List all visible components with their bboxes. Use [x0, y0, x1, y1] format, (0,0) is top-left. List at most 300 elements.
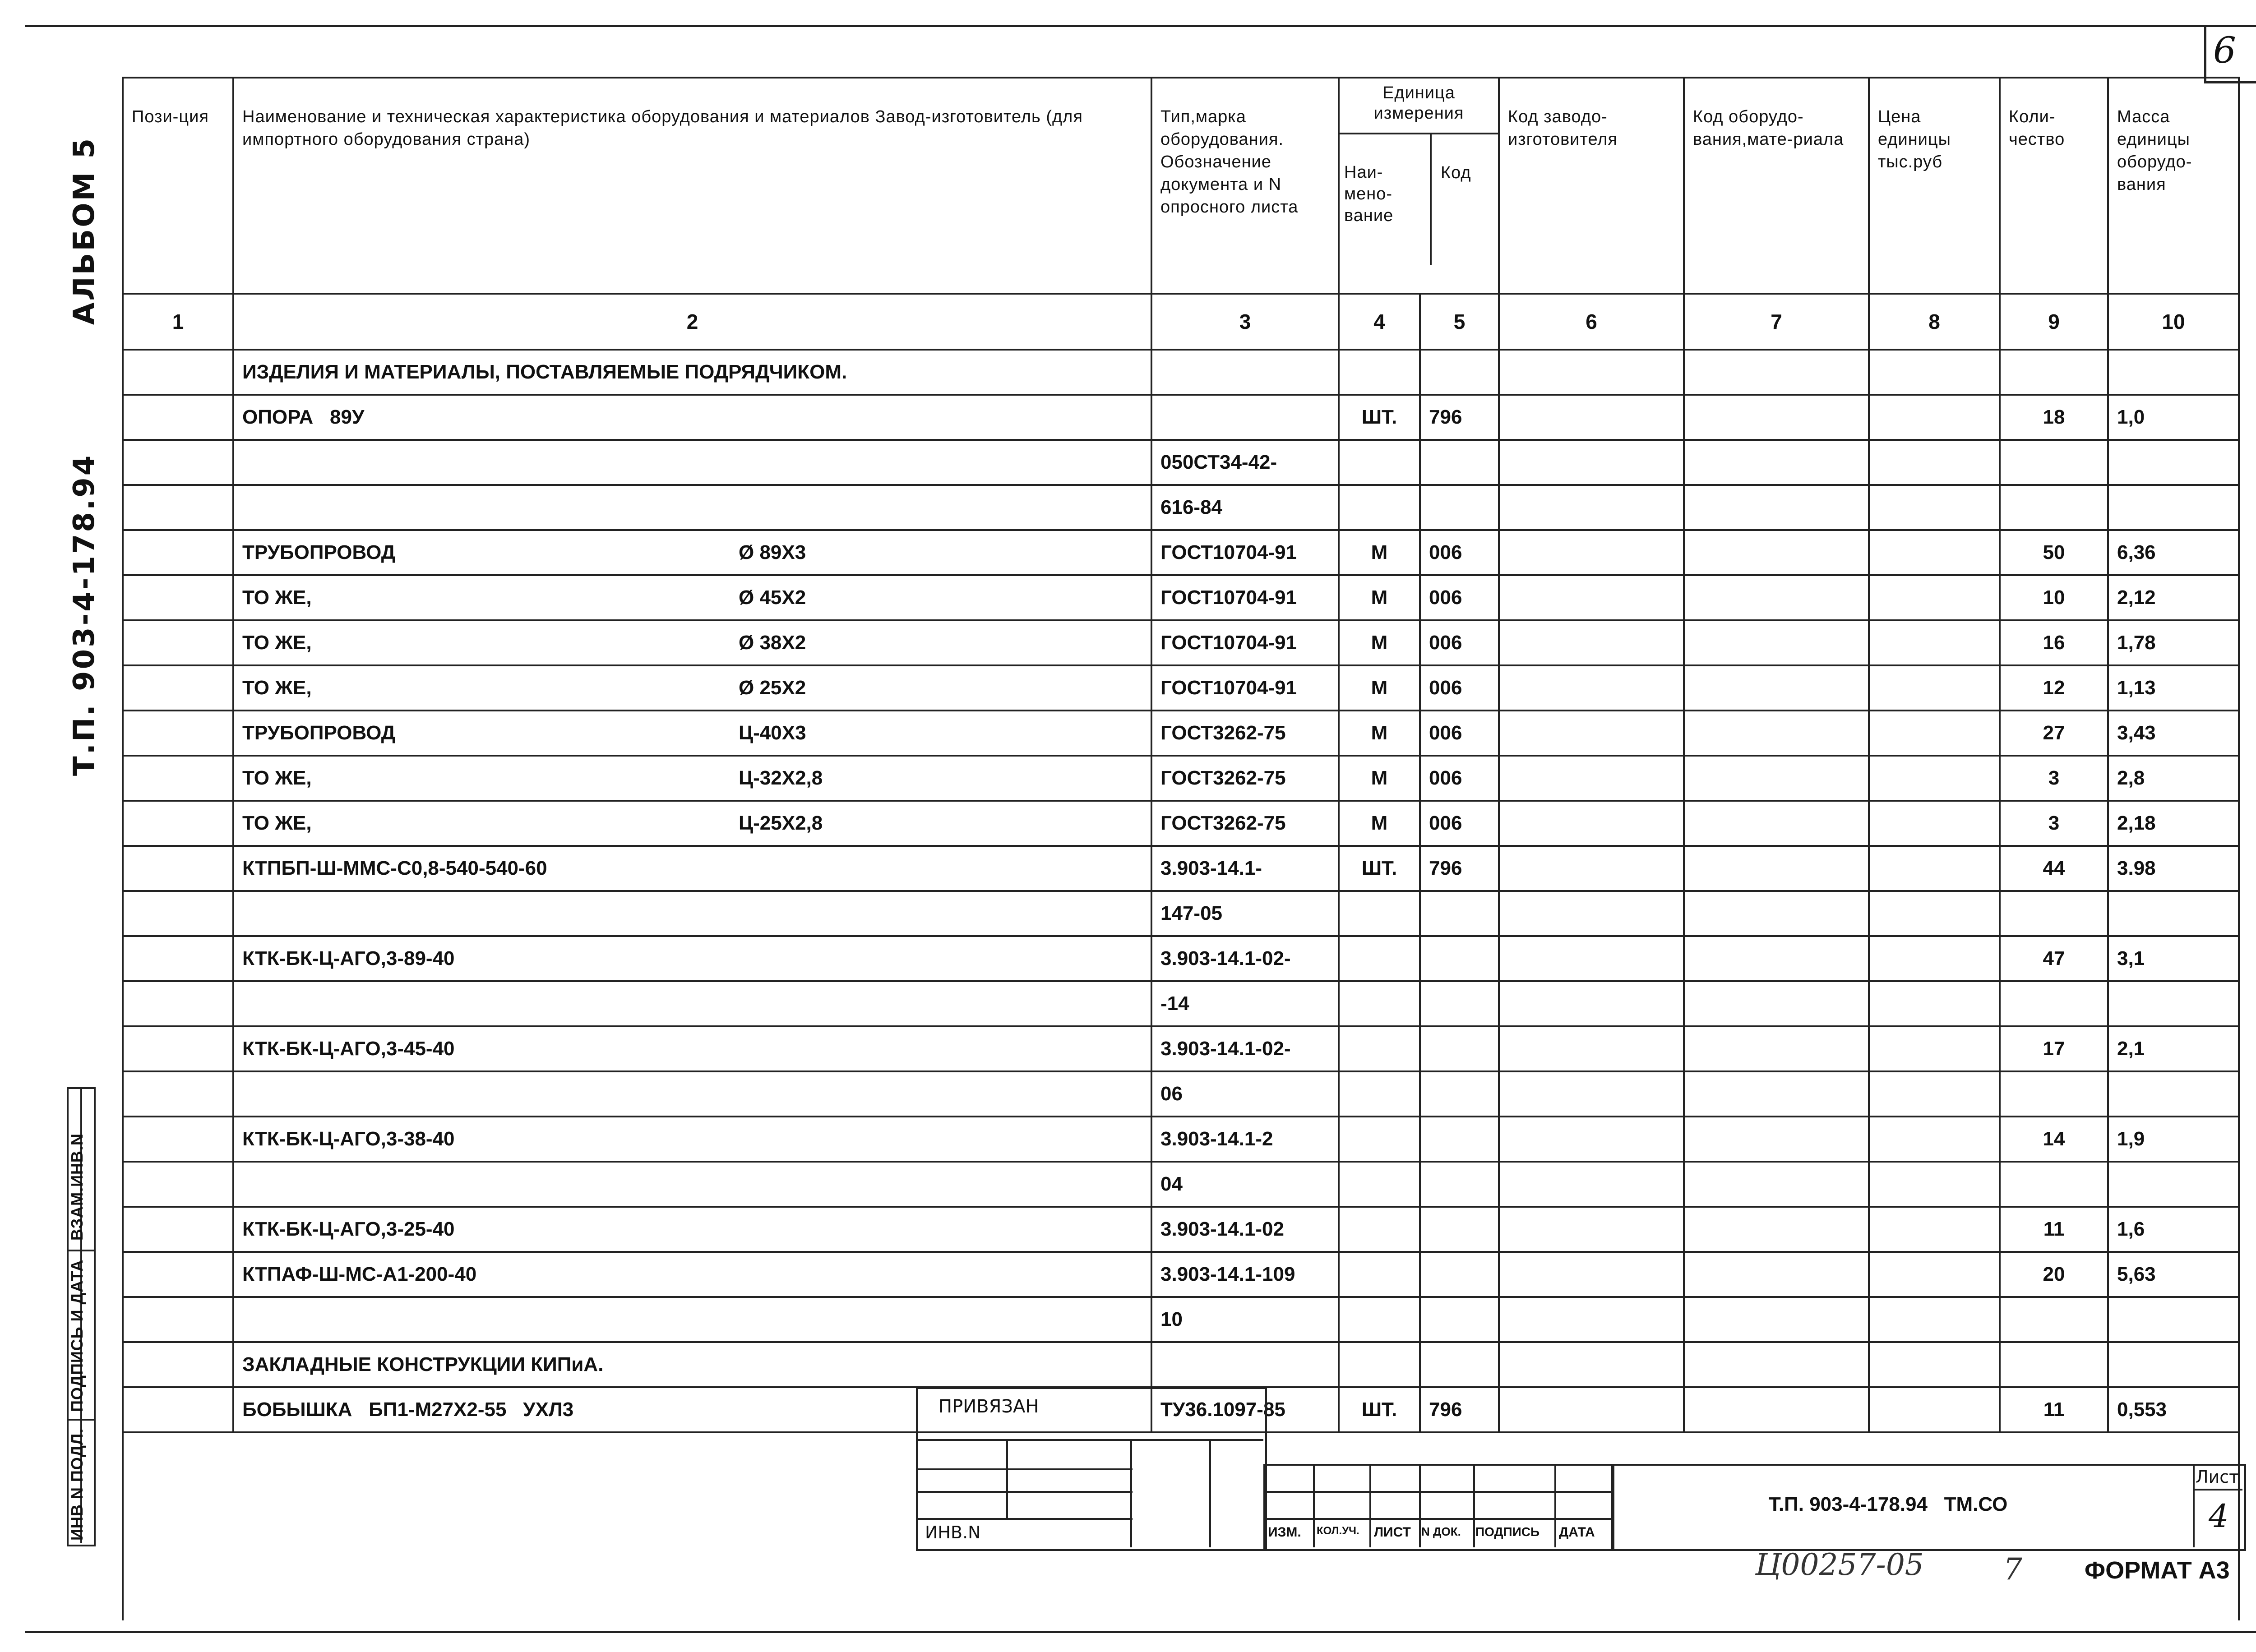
cell-position [123, 1162, 233, 1207]
cell-mass: 3,1 [2108, 936, 2239, 981]
cell-quantity: 17 [2000, 1026, 2108, 1071]
cell-position [123, 665, 233, 711]
cell-quantity [2000, 1162, 2108, 1207]
cell-position [123, 801, 233, 846]
cell-name [233, 1342, 1151, 1387]
cell-mass: 3,43 [2108, 711, 2239, 756]
hdr-equipment-code: Код оборудо-вания,мате-риала [1684, 78, 1869, 294]
cell-position [123, 756, 233, 801]
cell-quantity [2000, 891, 2108, 936]
table-row [123, 665, 2239, 711]
cell-position [123, 575, 233, 620]
cell-quantity [2000, 485, 2108, 530]
cell-price [1869, 575, 2000, 620]
cell-code [1420, 1162, 1499, 1207]
hdr-unit-name: Наи-мено-вание [1340, 134, 1432, 265]
cell-code: 006 [1420, 530, 1499, 575]
cell-unit [1339, 1252, 1420, 1297]
cell-doc [1151, 395, 1339, 440]
rev-col-list: ЛИСТ [1374, 1525, 1411, 1540]
table-row [123, 575, 2239, 620]
cell-code [1420, 440, 1499, 485]
cell-mass: 1,78 [2108, 620, 2239, 665]
cell-mass: 1,9 [2108, 1117, 2239, 1162]
hdr-unit-code: Код [1441, 163, 1471, 182]
side-doc-number: Т.П. 903-4-178.94 [68, 453, 101, 776]
cell-code: 796 [1420, 1387, 1499, 1432]
cell-price [1869, 530, 2000, 575]
cell-mass: 6,36 [2108, 530, 2239, 575]
cell-code: 006 [1420, 756, 1499, 801]
cell-factory-code [1499, 485, 1684, 530]
cell-doc: 04 [1151, 1162, 1339, 1207]
table-row [123, 1117, 2239, 1162]
cell-doc: ГОСТ10704-91 [1151, 620, 1339, 665]
cell-name [233, 1026, 1151, 1071]
table-row [123, 485, 2239, 530]
inv-label: ИНВ.N [925, 1523, 981, 1542]
cell-price [1869, 801, 2000, 846]
table-row [123, 1071, 2239, 1117]
cell-equipment-code [1684, 891, 1869, 936]
table-row [123, 440, 2239, 485]
item-size: Ø 38Х2 [739, 632, 806, 654]
colnum-8: 8 [1869, 294, 2000, 350]
item-name: БОБЫШКА БП1-М27Х2-55 УХЛ3 [242, 1398, 574, 1421]
cell-factory-code [1499, 1071, 1684, 1117]
cell-equipment-code [1684, 350, 1869, 395]
cell-mass: 1,0 [2108, 395, 2239, 440]
cell-factory-code [1499, 801, 1684, 846]
cell-unit: М [1339, 711, 1420, 756]
cell-unit: М [1339, 620, 1420, 665]
cell-quantity [2000, 350, 2108, 395]
table-row [123, 1026, 2239, 1071]
table-row [123, 530, 2239, 575]
sheet-number: 4 [2209, 1498, 2229, 1535]
cell-factory-code [1499, 1387, 1684, 1432]
item-name: ТО ЖЕ, [242, 677, 312, 699]
cell-price [1869, 711, 2000, 756]
cell-name [233, 1207, 1151, 1252]
cell-position [123, 936, 233, 981]
handwritten-mark: 7 [2003, 1552, 2022, 1587]
cell-equipment-code [1684, 1162, 1869, 1207]
cell-position [123, 891, 233, 936]
table-row [123, 1252, 2239, 1297]
cell-price [1869, 1026, 2000, 1071]
cell-factory-code [1499, 665, 1684, 711]
colnum-7: 7 [1684, 294, 1869, 350]
table-row [123, 756, 2239, 801]
cell-price [1869, 350, 2000, 395]
sheet-label: Лист [2196, 1467, 2239, 1487]
table-row [123, 350, 2239, 395]
stamp-vzam-inv: ВЗАМ.ИНВ.N [68, 1133, 86, 1241]
cell-factory-code [1499, 1297, 1684, 1342]
cell-mass: 1,13 [2108, 665, 2239, 711]
cell-quantity: 44 [2000, 846, 2108, 891]
colnum-6: 6 [1499, 294, 1684, 350]
item-name: ЗАКЛАДНЫЕ КОНСТРУКЦИИ КИПиА. [242, 1353, 604, 1375]
cell-code [1420, 1342, 1499, 1387]
cell-position [123, 1297, 233, 1342]
stamp-inv-podl: ИНВ N ПОДЛ. [68, 1428, 86, 1541]
cell-unit [1339, 350, 1420, 395]
cell-doc: ГОСТ3262-75 [1151, 756, 1339, 801]
cell-price [1869, 1117, 2000, 1162]
cell-price [1869, 1207, 2000, 1252]
cell-code: 006 [1420, 575, 1499, 620]
cell-equipment-code [1684, 801, 1869, 846]
cell-position [123, 711, 233, 756]
cell-mass: 2,12 [2108, 575, 2239, 620]
colnum-5: 5 [1420, 294, 1499, 350]
album-label: АЛЬБОМ 5 [68, 136, 101, 325]
cell-position [123, 395, 233, 440]
cell-unit [1339, 440, 1420, 485]
cell-factory-code [1499, 1207, 1684, 1252]
cell-mass: 5,63 [2108, 1252, 2239, 1297]
cell-name [233, 981, 1151, 1026]
cell-factory-code [1499, 1342, 1684, 1387]
colnum-10: 10 [2108, 294, 2239, 350]
colnum-9: 9 [2000, 294, 2108, 350]
cell-unit: М [1339, 665, 1420, 711]
cell-quantity [2000, 1297, 2108, 1342]
cell-doc: 050СТ34-42- [1151, 440, 1339, 485]
cell-doc: 06 [1151, 1071, 1339, 1117]
cell-code [1420, 350, 1499, 395]
hdr-factory-code: Код заводо-изготовителя [1499, 78, 1684, 294]
item-size: Ц-32Х2,8 [739, 767, 823, 789]
cell-factory-code [1499, 1252, 1684, 1297]
cell-price [1869, 756, 2000, 801]
cell-mass: 2,18 [2108, 801, 2239, 846]
cell-code: 796 [1420, 846, 1499, 891]
cell-quantity [2000, 981, 2108, 1026]
rev-col-data: ДАТА [1559, 1525, 1595, 1540]
cell-equipment-code [1684, 846, 1869, 891]
cell-price [1869, 440, 2000, 485]
cell-mass [2108, 350, 2239, 395]
cell-unit: ШТ. [1339, 1387, 1420, 1432]
cell-position [123, 1117, 233, 1162]
cell-doc: 147-05 [1151, 891, 1339, 936]
header-row [123, 78, 2239, 294]
cell-factory-code [1499, 530, 1684, 575]
cell-position [123, 530, 233, 575]
cell-unit [1339, 1297, 1420, 1342]
cell-price [1869, 846, 2000, 891]
cell-unit [1339, 1162, 1420, 1207]
item-name: КТПАФ-Ш-МС-А1-200-40 [242, 1263, 477, 1285]
cell-doc: ГОСТ10704-91 [1151, 530, 1339, 575]
table-row [123, 1297, 2239, 1342]
cell-price [1869, 1297, 2000, 1342]
cell-mass [2108, 1297, 2239, 1342]
item-size: Ø 89Х3 [739, 541, 806, 563]
cell-unit [1339, 1026, 1420, 1071]
cell-name [233, 440, 1151, 485]
rev-col-podpis: ПОДПИСЬ [1475, 1525, 1540, 1539]
item-name: КТК-БК-Ц-АГО,3-89-40 [242, 947, 455, 969]
item-name: КТПБП-Ш-ММС-С0,8-540-540-60 [242, 857, 547, 879]
cell-code [1420, 1207, 1499, 1252]
cell-position [123, 350, 233, 395]
cell-name [233, 350, 1151, 395]
cell-name [233, 485, 1151, 530]
cell-equipment-code [1684, 575, 1869, 620]
cell-price [1869, 1162, 2000, 1207]
cell-doc: ГОСТ10704-91 [1151, 665, 1339, 711]
cell-quantity [2000, 1071, 2108, 1117]
table-body [123, 350, 2239, 1432]
cell-name [233, 936, 1151, 981]
cell-mass: 2,1 [2108, 1026, 2239, 1071]
cell-position [123, 1252, 233, 1297]
cell-equipment-code [1684, 936, 1869, 981]
cell-unit [1339, 1342, 1420, 1387]
cell-price [1869, 1342, 2000, 1387]
item-name: ТО ЖЕ, [242, 812, 312, 834]
cell-code [1420, 1026, 1499, 1071]
cell-unit [1339, 1071, 1420, 1117]
cell-mass [2108, 1071, 2239, 1117]
cell-price [1869, 1252, 2000, 1297]
cell-mass: 0,553 [2108, 1387, 2239, 1432]
cell-equipment-code [1684, 1117, 1869, 1162]
cell-equipment-code [1684, 485, 1869, 530]
privyazan-label: ПРИВЯЗАН [938, 1396, 1039, 1417]
cell-quantity: 11 [2000, 1207, 2108, 1252]
cell-code: 006 [1420, 711, 1499, 756]
cell-mass [2108, 485, 2239, 530]
cell-doc: ГОСТ3262-75 [1151, 801, 1339, 846]
table-row [123, 711, 2239, 756]
page-number: 6 [2213, 29, 2236, 71]
cell-factory-code [1499, 1117, 1684, 1162]
cell-mass: 2,8 [2108, 756, 2239, 801]
cell-equipment-code [1684, 1207, 1869, 1252]
cell-position [123, 440, 233, 485]
cell-mass [2108, 1342, 2239, 1387]
cell-code [1420, 485, 1499, 530]
colnum-3: 3 [1151, 294, 1339, 350]
cell-mass [2108, 891, 2239, 936]
cell-name [233, 530, 1151, 575]
hdr-position: Пози-ция [123, 78, 233, 294]
cell-price [1869, 485, 2000, 530]
item-name: ТО ЖЕ, [242, 767, 312, 789]
cell-position [123, 620, 233, 665]
cell-code [1420, 981, 1499, 1026]
cell-code [1420, 1252, 1499, 1297]
cell-code [1420, 1071, 1499, 1117]
cell-quantity: 3 [2000, 756, 2108, 801]
cell-unit [1339, 936, 1420, 981]
colnum-1: 1 [123, 294, 233, 350]
cell-price [1869, 1071, 2000, 1117]
cell-position [123, 1387, 233, 1432]
cell-factory-code [1499, 846, 1684, 891]
table-row [123, 846, 2239, 891]
cell-equipment-code [1684, 665, 1869, 711]
cell-doc: 3.903-14.1-02- [1151, 936, 1339, 981]
cell-unit: ШТ. [1339, 846, 1420, 891]
cell-factory-code [1499, 756, 1684, 801]
cell-equipment-code [1684, 1252, 1869, 1297]
doc-code: Т.П. 903-4-178.94 ТМ.СО [1769, 1493, 2008, 1515]
cell-position [123, 846, 233, 891]
cell-doc: 3.903-14.1-02- [1151, 1026, 1339, 1071]
cell-doc [1151, 350, 1339, 395]
cell-unit: М [1339, 575, 1420, 620]
cell-unit: ШТ. [1339, 395, 1420, 440]
table-row [123, 395, 2239, 440]
cell-code [1420, 1117, 1499, 1162]
item-name: ТРУБОПРОВОД [242, 722, 396, 744]
item-name: ОПОРА 89У [242, 406, 365, 428]
cell-quantity: 27 [2000, 711, 2108, 756]
cell-mass [2108, 981, 2239, 1026]
stamp-podpis-data: ПОДПИСЬ И ДАТА [68, 1259, 86, 1412]
cell-name [233, 801, 1151, 846]
cell-code [1420, 891, 1499, 936]
cell-quantity: 18 [2000, 395, 2108, 440]
hdr-price: Цена единицы тыс.руб [1869, 78, 2000, 294]
cell-equipment-code [1684, 1387, 1869, 1432]
cell-mass [2108, 440, 2239, 485]
cell-equipment-code [1684, 981, 1869, 1026]
cell-doc: 3.903-14.1- [1151, 846, 1339, 891]
cell-price [1869, 665, 2000, 711]
cell-doc: ГОСТ3262-75 [1151, 711, 1339, 756]
cell-price [1869, 1387, 2000, 1432]
cell-factory-code [1499, 395, 1684, 440]
cell-doc: ТУ36.1097-85 [1151, 1387, 1339, 1432]
cell-unit [1339, 1207, 1420, 1252]
cell-doc: 10 [1151, 1297, 1339, 1342]
hdr-unit-group [1339, 78, 1499, 294]
cell-factory-code [1499, 891, 1684, 936]
cell-name [233, 665, 1151, 711]
item-size: Ц-40Х3 [739, 722, 806, 744]
cell-factory-code [1499, 981, 1684, 1026]
cell-doc: -14 [1151, 981, 1339, 1026]
table-row [123, 936, 2239, 981]
table-row [123, 981, 2239, 1026]
cell-factory-code [1499, 936, 1684, 981]
cell-unit: М [1339, 530, 1420, 575]
cell-equipment-code [1684, 395, 1869, 440]
cell-equipment-code [1684, 530, 1869, 575]
cell-name [233, 620, 1151, 665]
cell-unit: М [1339, 801, 1420, 846]
cell-doc [1151, 1342, 1339, 1387]
cell-doc: 616-84 [1151, 485, 1339, 530]
cell-code: 006 [1420, 620, 1499, 665]
cell-name [233, 1297, 1151, 1342]
item-name: КТК-БК-Ц-АГО,3-38-40 [242, 1128, 455, 1150]
cell-position [123, 485, 233, 530]
rev-col-ndok: N ДОК. [1421, 1525, 1461, 1538]
cell-name [233, 395, 1151, 440]
cell-quantity: 16 [2000, 620, 2108, 665]
cell-mass [2108, 1162, 2239, 1207]
cell-mass: 1,6 [2108, 1207, 2239, 1252]
table-row [123, 891, 2239, 936]
cell-position [123, 1026, 233, 1071]
cell-unit [1339, 1117, 1420, 1162]
cell-factory-code [1499, 1026, 1684, 1071]
cell-position [123, 1207, 233, 1252]
item-name: ТО ЖЕ, [242, 632, 312, 654]
cell-price [1869, 936, 2000, 981]
item-name: ТРУБОПРОВОД [242, 541, 396, 563]
cell-position [123, 981, 233, 1026]
cell-factory-code [1499, 1162, 1684, 1207]
cell-unit [1339, 891, 1420, 936]
cell-name [233, 1071, 1151, 1117]
cell-name [233, 575, 1151, 620]
cell-equipment-code [1684, 756, 1869, 801]
cell-unit: М [1339, 756, 1420, 801]
cell-doc: ГОСТ10704-91 [1151, 575, 1339, 620]
cell-name [233, 846, 1151, 891]
hdr-type: Тип,марка оборудования. Обозначение документа и N опросного листа [1151, 78, 1339, 294]
cell-factory-code [1499, 440, 1684, 485]
cell-quantity [2000, 440, 2108, 485]
cell-factory-code [1499, 575, 1684, 620]
item-name: КТК-БК-Ц-АГО,3-25-40 [242, 1218, 455, 1240]
cell-price [1869, 620, 2000, 665]
hdr-quantity: Коли-чество [2000, 78, 2108, 294]
cell-code: 796 [1420, 395, 1499, 440]
table-row [123, 1162, 2239, 1207]
table-row [123, 1342, 2239, 1387]
cell-quantity: 12 [2000, 665, 2108, 711]
cell-name [233, 891, 1151, 936]
cell-equipment-code [1684, 1342, 1869, 1387]
cell-quantity: 14 [2000, 1117, 2108, 1162]
handwritten-number: Ц00257-05 [1755, 1547, 1924, 1582]
cell-name [233, 711, 1151, 756]
item-name: КТК-БК-Ц-АГО,3-45-40 [242, 1038, 455, 1060]
cell-code: 006 [1420, 801, 1499, 846]
hdr-unit-title: Единица измерения [1340, 78, 1498, 134]
colnum-2: 2 [233, 294, 1151, 350]
cell-factory-code [1499, 350, 1684, 395]
hdr-mass: Масса единицы оборудо-вания [2108, 78, 2239, 294]
cell-code [1420, 936, 1499, 981]
cell-price [1869, 395, 2000, 440]
item-name: ИЗДЕЛИЯ И МАТЕРИАЛЫ, ПОСТАВЛЯЕМЫЕ ПОДРЯДЧИКОМ. [242, 361, 847, 383]
colnum-4: 4 [1339, 294, 1420, 350]
cell-equipment-code [1684, 440, 1869, 485]
cell-name [233, 756, 1151, 801]
cell-code: 006 [1420, 665, 1499, 711]
hdr-name: Наименование и техническая характеристика оборудования и материалов Завод-изготовитель (для импортного оборудования страна) [233, 78, 1151, 294]
item-name: ТО ЖЕ, [242, 586, 312, 609]
cell-quantity: 3 [2000, 801, 2108, 846]
cell-name [233, 1162, 1151, 1207]
cell-code [1420, 1297, 1499, 1342]
cell-equipment-code [1684, 1297, 1869, 1342]
cell-factory-code [1499, 711, 1684, 756]
table-row [123, 620, 2239, 665]
cell-quantity: 11 [2000, 1387, 2108, 1432]
